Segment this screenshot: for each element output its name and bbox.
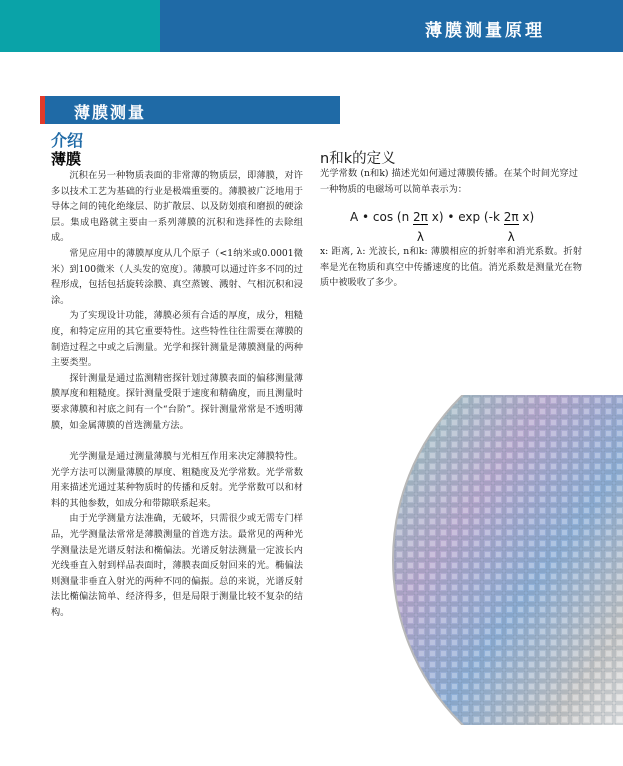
fraction-denominator: λ (507, 230, 515, 244)
nk-intro (320, 166, 578, 197)
formula-line (350, 210, 535, 244)
paragraph: 沉积在另一种物质表面的非常薄的物质层，即薄膜，对许多以技术工艺为基础的行业是极端重要的。薄膜被广泛地用于导体之间的钝化绝缘层、防扩散层、以及防划痕和磨损的硬涂层。集成电路就主要由一系列薄膜的沉积和选择性的去除组成。 (51, 170, 303, 244)
paragraph: 为了实现设计功能，薄膜必须有合适的厚度，成分，粗糙度，和特定应用的其它重要特性。这些特性往往需要在薄膜的制造过程之中或之后测量。光学和探针测量是薄膜测量的两种主要类型。 (51, 310, 303, 369)
paragraph: 光学测量是通过测量薄膜与光相互作用来决定薄膜特性。光学方法可以测量薄膜的厚度、粗糙度及光学常数。光学常数用来描述光通过某种物质时的传播和反射。光学常数可以和材料的其他参数，如成分和带隙联系起来。 (51, 451, 303, 509)
left-column (51, 168, 303, 621)
header-banner (0, 0, 623, 52)
silicon-wafer-image (383, 395, 623, 725)
formula-part: x) (522, 210, 535, 224)
thin-film-subheading: 薄膜 (51, 150, 82, 168)
formula-part: A • cos (n (350, 210, 410, 224)
fraction-denominator: λ (416, 230, 425, 244)
page-title: 薄膜测量原理 (425, 21, 545, 41)
nk-heading: n和k的定义 (320, 151, 396, 167)
nk-intro-text: 光学常数 (n和k) 描述光如何通过薄膜传播。在某个时间光穿过一种物质的电磁场可以简单表示为： (320, 168, 578, 195)
fraction-numerator: 2π (413, 210, 428, 224)
fraction (503, 210, 519, 244)
nk-definitions: x: 距离, λ: 光波长, n和k: 薄膜相应的折射率和消光系数。折射率是光在物质和真空中传播速度的比值。消光系数是测量光在物质中被吸收了多少。 (320, 246, 582, 288)
paragraph: 探针测量是通过监测精密探针划过薄膜表面的偏移测量薄膜厚度和粗糙度。探针测量受限于速度和精确度，而且测量时要求薄膜和衬底之间有一个“台阶”。探针测量常常是不透明薄膜，如金属薄膜的首选测量方法。 (51, 372, 303, 431)
formula-part: x) • exp (-k (431, 210, 500, 224)
fraction-numerator: 2π (503, 210, 519, 224)
fraction (413, 210, 428, 244)
header-accent-block (0, 0, 160, 52)
section-title: 薄膜测量 (74, 103, 147, 122)
header-bar (160, 0, 623, 52)
section-accent (40, 96, 45, 124)
section-bar (40, 96, 340, 124)
paragraph: 由于光学测量方法准确，无破坏，只需很少或无需专门样品，光学测量法常常是薄膜测量的首选方法。最常见的两种光学测量法是光谱反射法和椭偏法。光谱反射法测量一定波长内光线垂直入射到样品表面时，薄膜表面反射回来的光。椭偏法则测量非垂直入射光的两种不同的偏振。总的来说，光谱反射法比椭偏法简单、经济得多，但是局限于测量比较不复杂的结构。 (51, 513, 303, 619)
paragraph: 常见应用中的薄膜厚度从几个原子（<1纳米或0.0001微米）到100微米（人头发的宽度）。薄膜可以通过许多不同的过程形成，包括包括旋转涂膜、真空蒸镀、溅射、气相沉积和浸涂。 (51, 247, 303, 306)
wafer-graphic (383, 395, 623, 725)
intro-heading: 介绍 (51, 131, 84, 150)
